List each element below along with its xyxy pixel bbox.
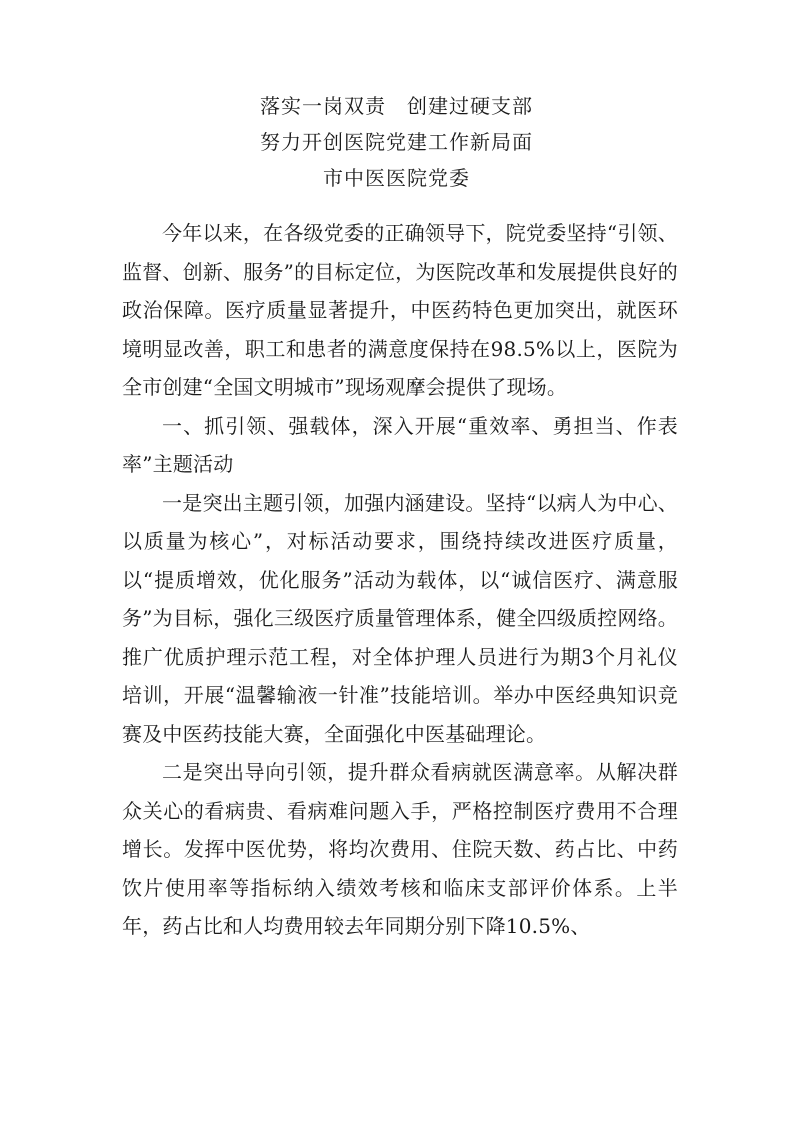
paragraph-point-2: 二是突出导向引领，提升群众看病就医满意率。从解决群众关心的看病贵、看病难问题入手，严格控制医疗费用不合理增长。发挥中医优势，将均次费用、住院天数、药占比、中药饮片使用率等指标纳入绩效考核和临床支部评价体系。上半年，药占比和人均费用较去年同期分别下降10.5%、 <box>122 760 678 938</box>
body-text <box>122 214 678 946</box>
paragraph-point-1: 一是突出主题引领，加强内涵建设。坚持“以病人为中心、以质量为核心”，对标活动要求，围绕持续改进医疗质量，以“提质增效，优化服务”活动为载体，以“诚信医疗、满意服务”为目标，强化三级医疗质量管理体系，健全四级质控网络。推广优质护理示范工程，对全体护理人员进行为期3个月礼仪培训，开展“温馨输液一针准”技能培训。举办中医经典知识竞赛及中医药技能大赛，全面强化中医基础理论。 <box>122 490 678 746</box>
title-block <box>0 88 793 196</box>
author-line: 市中医医院党委 <box>323 166 470 190</box>
title-line-1: 落实一岗双责 创建过硬支部 <box>260 94 533 118</box>
title-line-2: 努力开创医院党建工作新局面 <box>260 130 533 154</box>
paragraph-intro: 今年以来，在各级党委的正确领导下，院党委坚持“引领、监督、创新、服务”的目标定位，为医院改革和发展提供良好的政治保障。医疗质量显著提升，中医药特色更加突出，就医环境明显改善，职工和患者的满意度保持在98.5%以上，医院为全市创建“全国文明城市”现场观摩会提供了现场。 <box>122 221 678 399</box>
section-heading: 一、抓引领、强载体，深入开展“重效率、勇担当、作表率”主题活动 <box>122 413 678 476</box>
